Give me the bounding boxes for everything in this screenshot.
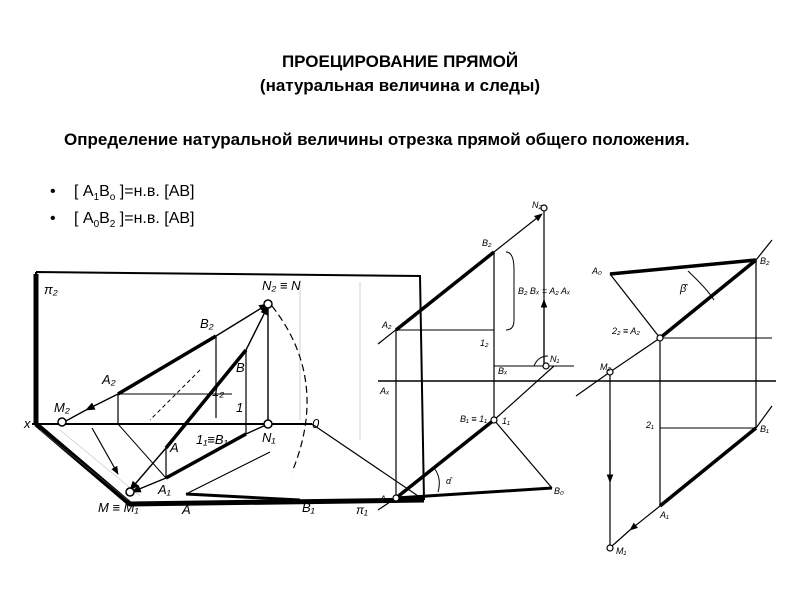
- plane-pi1-front-edge: [36, 424, 424, 504]
- label-zero: 0: [312, 416, 320, 431]
- segment-a2b2-mid: [396, 252, 494, 330]
- label-a1-right: A₁: [660, 510, 669, 520]
- label-a2-mid: A₂: [382, 320, 392, 330]
- label-one: 1: [236, 400, 244, 415]
- segment-a2b2: [118, 336, 216, 394]
- label-n1-mid: N₁: [550, 354, 560, 364]
- bullet-2-sub1: 0: [93, 219, 100, 231]
- bullet-2-sub2: 2: [109, 219, 116, 231]
- bullet-dot-icon: •: [50, 183, 56, 200]
- bullet-1-post: ]=н.в. [АВ]: [115, 183, 195, 200]
- section-subtitle: Определение натуральной величины отрезка прямой общего положения.: [64, 130, 690, 149]
- line-a2-n2: [216, 304, 268, 336]
- right-figure-labels: [591, 256, 770, 556]
- label-ax-mid: Aₓ: [380, 386, 390, 396]
- label-mm1: M ≡ M₁: [98, 500, 139, 515]
- bullet-1-sub1: 1: [93, 192, 100, 204]
- label-beta: β̂: [680, 283, 687, 295]
- label-half2: 1₂: [212, 384, 225, 399]
- label-one2-mid: 1₂: [480, 338, 489, 348]
- label-n2n: N₂ ≡ N: [262, 278, 301, 293]
- label-bx-mid: Bₓ: [498, 366, 508, 376]
- label-a0-right: A₀: [592, 266, 602, 276]
- label-b: B: [236, 360, 245, 375]
- point-m: [126, 488, 134, 496]
- bullet-dot-icon: •: [50, 210, 56, 227]
- label-pi1-mid: π₁: [356, 503, 368, 517]
- bullet-2-mid: В: [99, 210, 110, 227]
- bullet-1-sub2: о: [109, 192, 116, 204]
- label-dims: B₂ Bₓ = A₂ Aₓ: [518, 286, 571, 296]
- label-pi2: π₂: [44, 282, 58, 297]
- label-one1b1: 1₁≡B₁: [196, 432, 228, 447]
- label-m2-right: M₂: [600, 362, 611, 372]
- point-n1: [264, 420, 272, 428]
- segment-a-b1: [186, 494, 300, 500]
- label-m2: M₂: [54, 400, 70, 415]
- segment-a1b0-mid: [396, 488, 552, 498]
- label-b2: B₂: [200, 316, 214, 331]
- bullet-2-pre: [ А: [74, 210, 94, 227]
- bullet-1-pre: [ А: [74, 183, 94, 200]
- label-x: x: [24, 416, 31, 431]
- segment-a0b2: [610, 260, 756, 274]
- label-b0-mid: B₀: [554, 486, 564, 496]
- segment-a1b1-mid: [396, 420, 494, 498]
- label-m1-right: M₁: [616, 546, 627, 556]
- label-alpha: α̂: [446, 476, 452, 486]
- label-b1-right: B₁: [760, 424, 769, 434]
- page-title: ПРОЕЦИРОВАНИЕ ПРЯМОЙ: [281, 52, 519, 71]
- label-n2-mid: N₂: [532, 200, 542, 210]
- middle-orthographic-figure: [378, 205, 574, 510]
- label-a1-mid: A₁: [380, 494, 389, 504]
- label-a1: A₁: [158, 482, 171, 497]
- line-b-n: [246, 306, 268, 350]
- label-a2: A₂: [102, 372, 116, 387]
- label-two2a2: 2₂ ≡ A₂: [612, 326, 640, 336]
- segment-a1b1-right: [660, 428, 756, 506]
- dimension-brace: [506, 252, 514, 330]
- alpha-arc: [434, 468, 439, 492]
- label-n1: N₁: [262, 430, 276, 445]
- bullet-1-mid: В: [99, 183, 110, 200]
- label-b1-1: B₁ ≡ 1₁: [460, 414, 487, 424]
- line-a2-m2-right: [610, 338, 660, 372]
- label-b2-mid: B₂: [482, 238, 492, 248]
- label-b1: B₁: [302, 500, 315, 515]
- label-b2-right: B₂: [760, 256, 770, 266]
- right-orthographic-figure: [574, 240, 776, 551]
- label-one1-mid: 1₁: [502, 416, 510, 426]
- left-pictorial-figure: [32, 272, 424, 504]
- line-a2-m2: [86, 394, 118, 410]
- segment-a2b2-right: [660, 260, 756, 338]
- point-m2: [58, 418, 66, 426]
- page-title-sub: (натуральная величина и следы): [259, 76, 541, 95]
- label-two1-right: 2₁: [646, 420, 654, 430]
- left-figure-labels: [23, 278, 320, 517]
- label-a: A: [170, 440, 179, 455]
- rotation-arc: [272, 306, 307, 472]
- label-a-bottom: A: [182, 502, 191, 517]
- plane-pi2-outline: [36, 272, 424, 500]
- bullet-2-post: ]=н.в. [АВ]: [115, 210, 195, 227]
- point-n2: [264, 300, 272, 308]
